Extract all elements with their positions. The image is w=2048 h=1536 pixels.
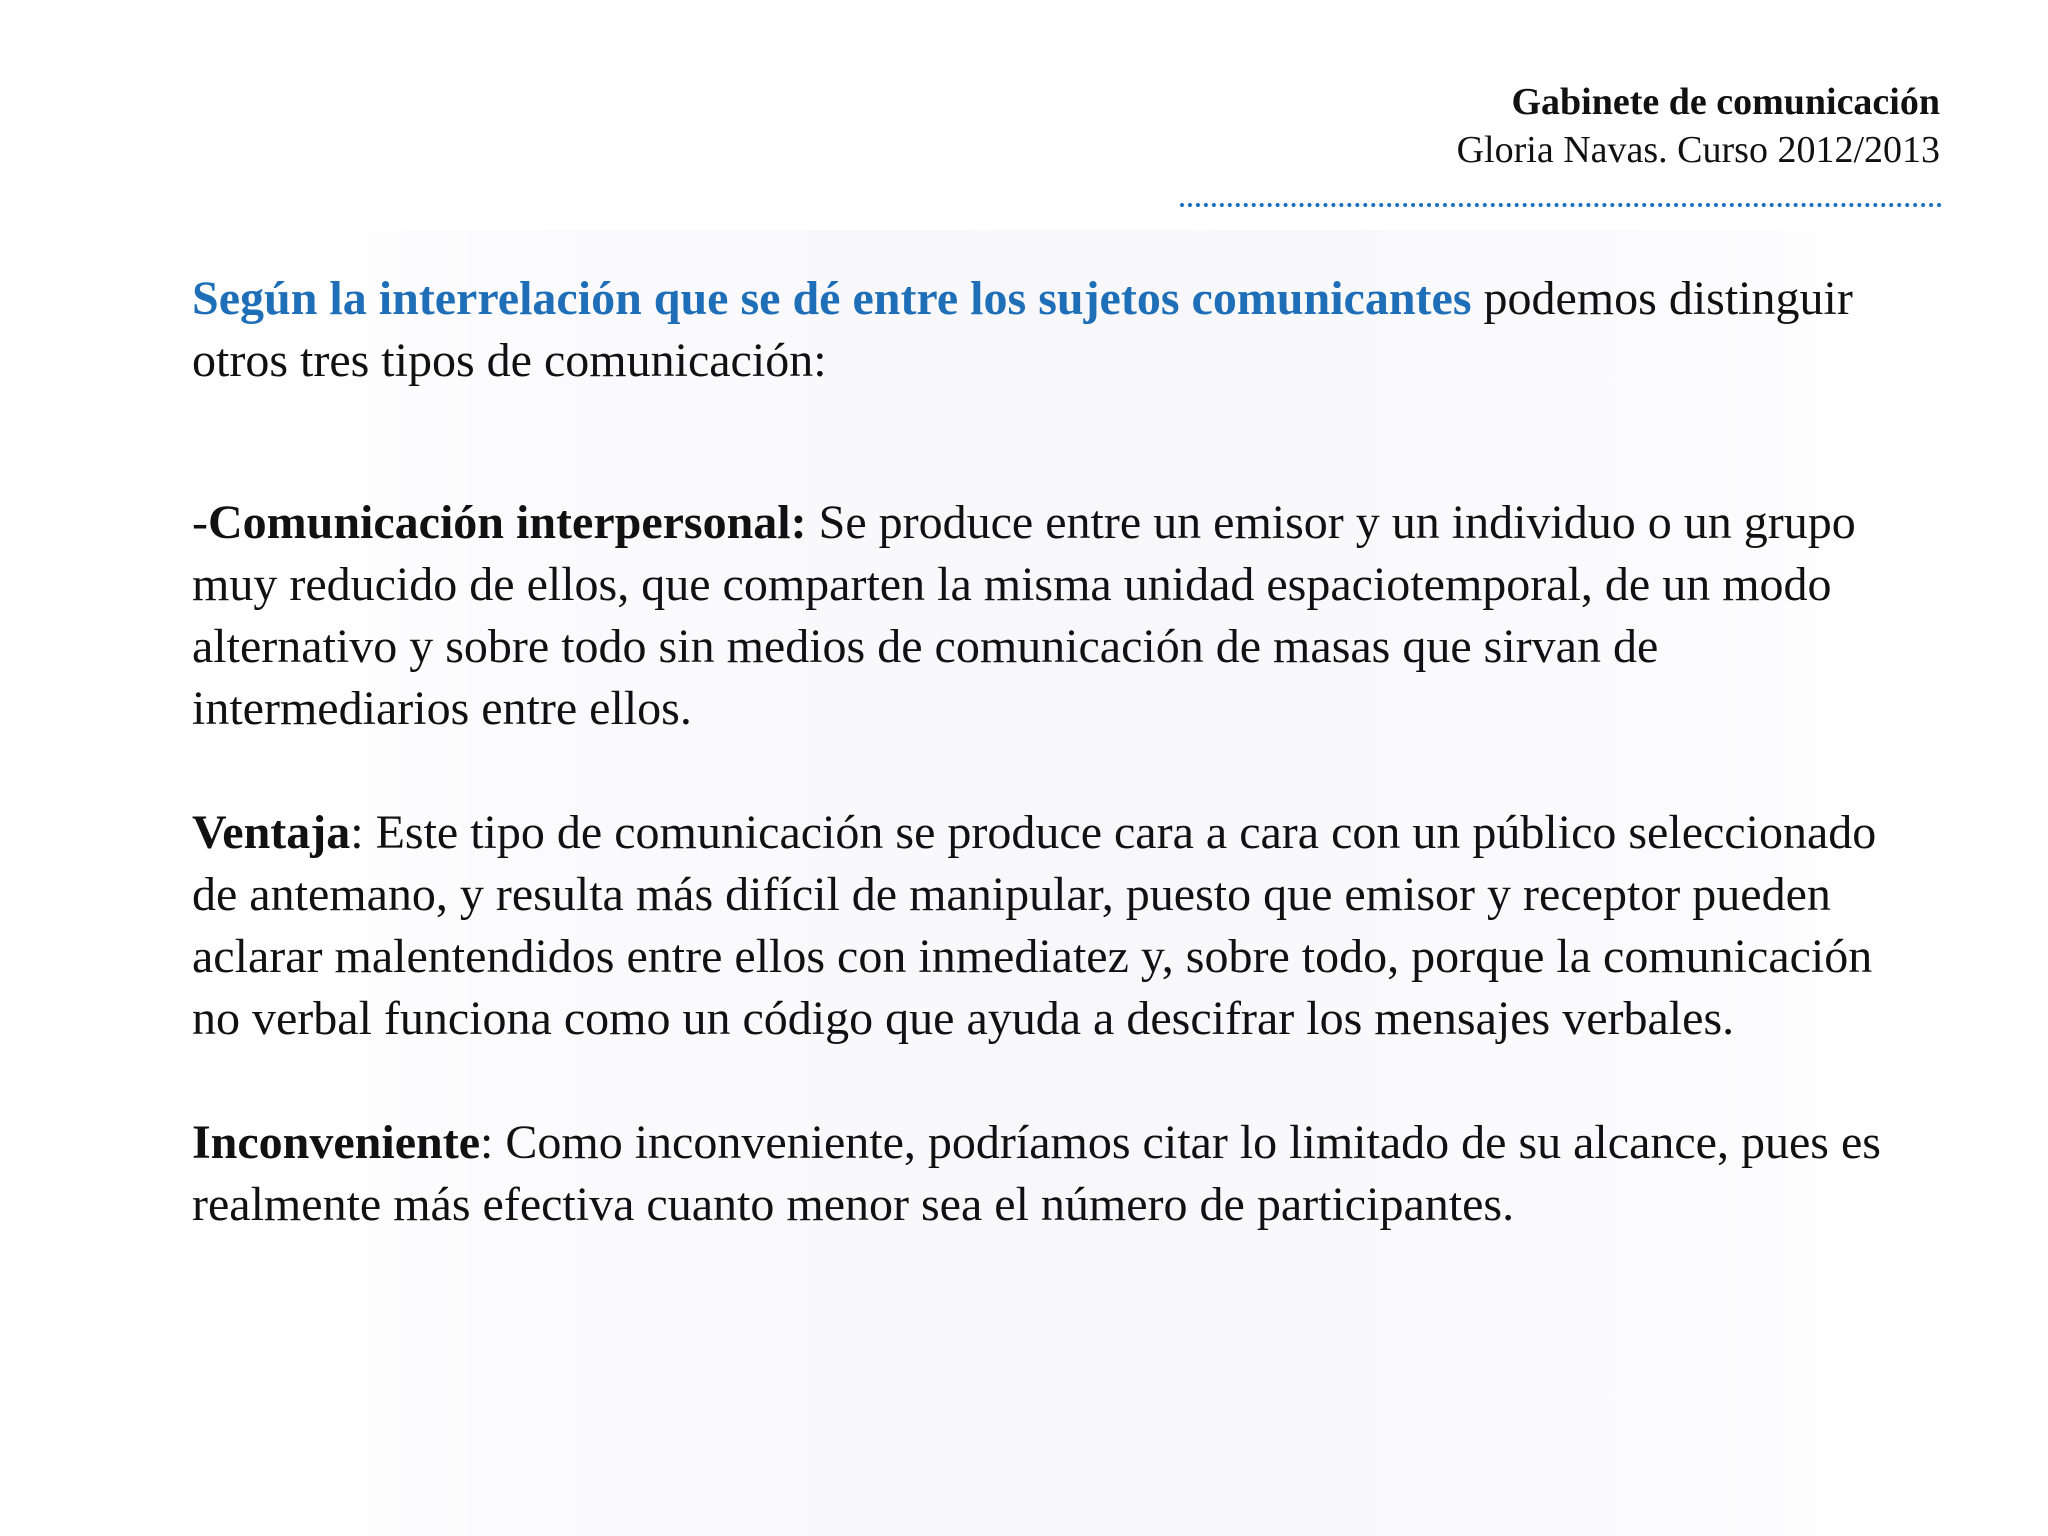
spacer [192, 1050, 1932, 1112]
intro-highlight: Según la interrelación que se dé entre los sujetos comunicantes [192, 272, 1472, 325]
header-subtitle: Gloria Navas. Curso 2012/2013 [1456, 129, 1940, 171]
slide-header [1457, 78, 1940, 174]
interpersonal-prefix: - [192, 496, 208, 549]
spacer [192, 740, 1932, 802]
interpersonal-term: Comunicación interpersonal: [207, 496, 807, 549]
intro-paragraph [192, 268, 1932, 392]
intro-rest: podemos distinguir otros tres tipos de comunicación: [192, 272, 1853, 387]
inconveniente-term: Inconveniente [192, 1116, 480, 1169]
slide-body [192, 268, 1932, 1236]
spacer [192, 392, 1932, 492]
inconveniente-text: : Como inconveniente, podríamos citar lo limitado de su alcance, pues es realmente más efectiva cuanto menor sea el número de participantes. [192, 1116, 1881, 1231]
ventaja-term: Ventaja [192, 806, 351, 859]
header-title: Gabinete de comunicación [1511, 81, 1940, 123]
ventaja-text: : Este tipo de comunicación se produce cara a cara con un público seleccionado de antemano, y resulta más difícil de manipular, puesto que emisor y receptor pueden aclarar malentendidos entre ellos con inmediatez y, sobre todo, porque la comunicación no verbal funciona como un código que ayuda a descifrar los mensajes verbales. [192, 806, 1877, 1045]
header-dotted-divider [1180, 203, 1942, 207]
interpersonal-paragraph [192, 492, 1932, 740]
inconveniente-paragraph [192, 1112, 1932, 1236]
interpersonal-text: Se produce entre un emisor y un individuo o un grupo muy reducido de ellos, que comparten la misma unidad espaciotemporal, de un modo alternativo y sobre todo sin medios de comunicación de masas que sirvan de intermediarios entre ellos. [192, 496, 1856, 735]
ventaja-paragraph [192, 802, 1932, 1050]
